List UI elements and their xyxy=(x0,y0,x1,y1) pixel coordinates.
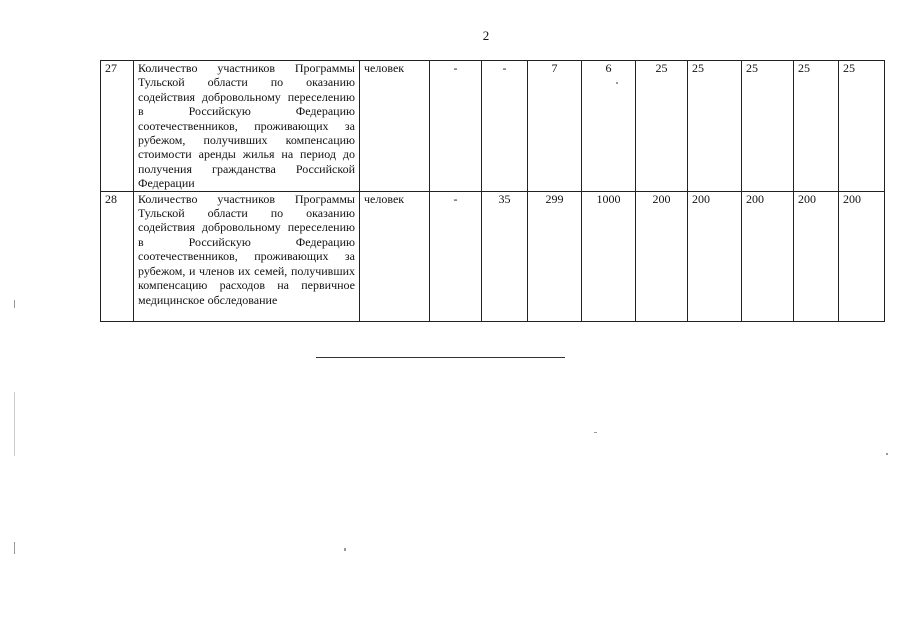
indicators-table xyxy=(100,60,885,322)
value-cell: 200 xyxy=(742,191,794,321)
value-cell: 25 xyxy=(794,61,839,192)
value-cell: 25 xyxy=(636,61,688,192)
scan-speck xyxy=(14,300,15,308)
value-cell: 7 xyxy=(528,61,582,192)
value-cell: 200 xyxy=(794,191,839,321)
value-cell: 25 xyxy=(688,61,742,192)
table-row xyxy=(101,61,885,192)
table-row xyxy=(101,191,885,321)
scan-speck xyxy=(14,392,15,456)
page-number: 2 xyxy=(482,28,490,43)
value-cell: 25 xyxy=(839,61,885,192)
value-cell: 35 xyxy=(482,191,528,321)
value-cell: - xyxy=(430,191,482,321)
value-cell: 200 xyxy=(636,191,688,321)
row-number: 27 xyxy=(101,61,134,192)
value-cell: 25 xyxy=(742,61,794,192)
unit-cell: человек xyxy=(360,191,430,321)
scan-speck xyxy=(616,82,618,84)
value-cell: 200 xyxy=(688,191,742,321)
indicator-description: Количество участников Программы Тульской области по оказанию содействия добровольному переселению в Российскую Федерацию соотечественников, проживающих за рубежом, получивших компенсацию стоимости аренды жилья на период до получения гражданства Российской Федерации xyxy=(134,61,360,192)
value-cell: 6 xyxy=(582,61,636,192)
value-cell: - xyxy=(430,61,482,192)
indicator-description: Количество участников Программы Тульской области по оказанию содействия добровольному переселению в Российскую Федерацию соотечественников, проживающих за рубежом, и членов их семей, получивших компенсацию расходов на первичное медицинское обследование xyxy=(134,191,360,321)
scan-speck xyxy=(594,432,597,433)
value-cell: 200 xyxy=(839,191,885,321)
unit-cell: человек xyxy=(360,61,430,192)
scan-speck xyxy=(14,542,15,554)
document-end-line xyxy=(316,357,565,358)
row-number: 28 xyxy=(101,191,134,321)
value-cell: - xyxy=(482,61,528,192)
scan-speck xyxy=(886,453,888,455)
value-cell: 1000 xyxy=(582,191,636,321)
scan-speck xyxy=(344,548,346,551)
value-cell: 299 xyxy=(528,191,582,321)
